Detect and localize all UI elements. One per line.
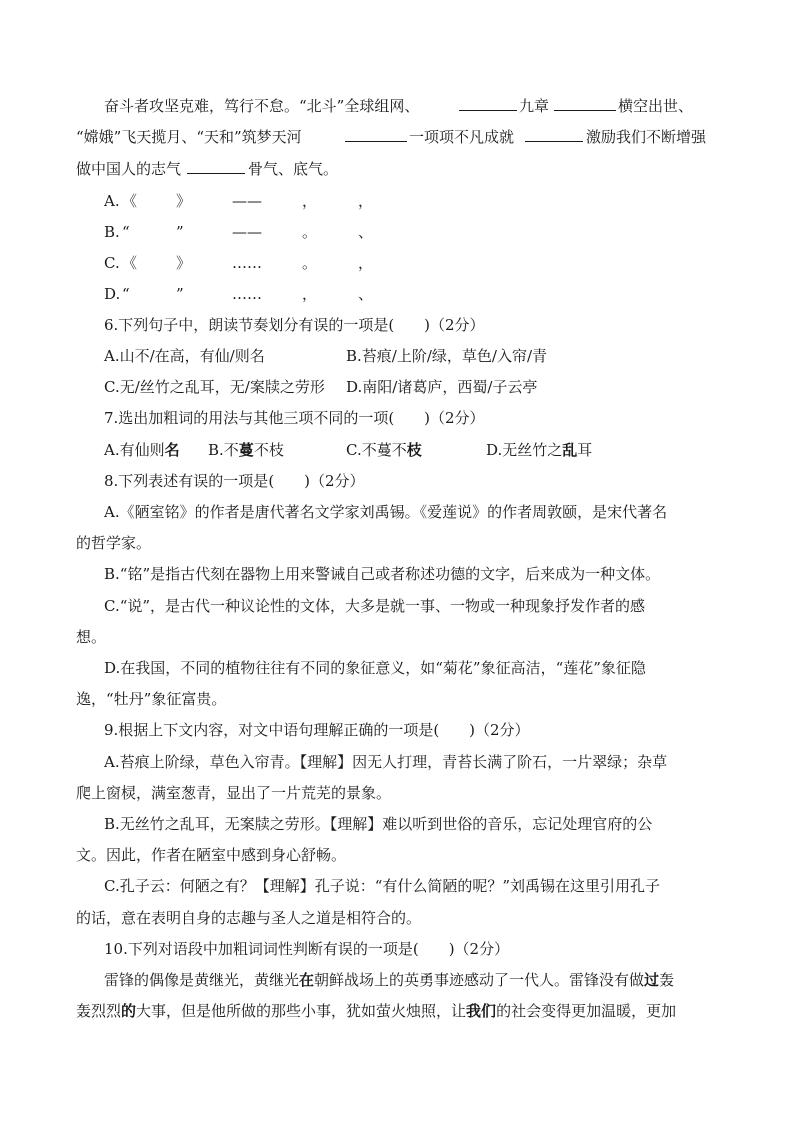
bold-word: 在 [299, 971, 315, 989]
punct-2: ” [176, 223, 184, 241]
question-text: 7.选出加粗词的用法与其他三项不同的一项( )（2分） [104, 409, 485, 427]
q7-options-row [0, 437, 794, 463]
option-letter: C. [104, 254, 120, 272]
question-text: 8.下列表述有误的一项是( )（2分） [104, 472, 365, 490]
fill-blank-2[interactable] [554, 93, 616, 111]
passage-text: “嫦娥”飞天揽月、“天和”筑梦天河 [76, 128, 302, 146]
q9-option-a-line-1[interactable] [0, 749, 794, 775]
q8-option-c-line-1[interactable] [0, 593, 794, 619]
option-text: B.不 [208, 441, 239, 459]
option-text: A.《陋室铭》的作者是唐代著名文学家刘禹锡。《爱莲说》的作者周敦颐，是宋代著名 [104, 503, 668, 521]
q8-option-d-line-1[interactable] [0, 655, 794, 681]
passage-line-1 [0, 93, 794, 119]
option-text: C.不蔓不 [346, 441, 407, 459]
q7-option-c[interactable] [346, 437, 422, 463]
option-text: D.在我国，不同的植物往往有不同的象征意义，如“菊花”象征高洁，“莲花”象征隐 [104, 659, 646, 677]
passage-text: 激励我们不断增强 [586, 128, 707, 146]
q7-option-a[interactable] [104, 437, 180, 463]
punct-5: 、 [358, 285, 374, 303]
fill-blank-1[interactable] [459, 93, 517, 111]
option-text: 想。 [76, 628, 107, 646]
q10-stem [0, 936, 794, 962]
q5-option-c[interactable] [0, 250, 794, 276]
bold-word: 过 [644, 971, 660, 989]
option-letter: D. [104, 285, 121, 303]
q6-option-d[interactable]: D.南阳/诸葛庐，西蜀/子云亭 [346, 378, 538, 396]
punct-3: —— [232, 223, 262, 241]
passage-text: 九章 [519, 97, 550, 115]
passage-text: 奋斗者攻坚克难，笃行不怠。“北斗”全球组网、 [104, 97, 420, 115]
option-text: A.有仙则 [104, 441, 165, 459]
q10-passage-line-1 [0, 967, 794, 993]
option-text: 爬上窗棂，满室葱青，显出了一片荒芜的景象。 [76, 784, 392, 802]
q8-stem [0, 468, 794, 494]
q5-option-d[interactable] [0, 281, 794, 307]
question-text: 9.根据上下文内容，对文中语句理解正确的一项是( )（2分） [104, 721, 530, 739]
passage-text: 骨气、底气。 [248, 160, 339, 178]
text-run: 轰烈烈 [76, 1002, 122, 1020]
option-text: 不枝 [253, 441, 284, 459]
passage-text: 横空出世、 [618, 97, 694, 115]
q6-options-row-1 [0, 343, 794, 369]
punct-2: ” [176, 285, 184, 303]
option-letter: A. [104, 192, 120, 210]
passage-line-2 [0, 124, 794, 150]
bold-word: 枝 [406, 441, 422, 459]
punct-2: 》 [176, 254, 192, 272]
option-text: C.孔子云：何陋之有？【理解】孔子说：“有什么简陋的呢？”刘禹锡在这里引用孔子 [104, 877, 661, 895]
bold-word: 的 [121, 1002, 137, 1020]
q10-passage-text [104, 967, 674, 993]
punct-1: 《 [122, 254, 138, 272]
option-text: 耳 [577, 441, 593, 459]
punct-3: —— [232, 192, 262, 210]
q9-stem [0, 717, 794, 743]
punct-4: 。 [302, 223, 318, 241]
option-text: B.无丝竹之乱耳，无案牍之劳形。【理解】难以听到世俗的音乐，忘记处理官府的公 [104, 815, 653, 833]
q9-option-b-line-1[interactable] [0, 811, 794, 837]
q6-option-b[interactable]: B.苔痕/上阶/绿，草色/入帘/青 [346, 347, 548, 365]
punct-3: …… [232, 254, 262, 272]
q9-option-c-line-2 [0, 905, 794, 931]
punct-4: ， [302, 192, 318, 210]
bold-word: 名 [164, 441, 180, 459]
bold-word: 蔓 [238, 441, 254, 459]
punct-4: 。 [302, 254, 318, 272]
q10-passage-text [76, 998, 676, 1024]
punct-1: 《 [122, 192, 138, 210]
text-run: 朝鲜战场上的英勇事迹感动了一代人。雷锋没有做 [314, 971, 645, 989]
punct-5: ， [358, 254, 374, 272]
option-text: 的话，意在表明自身的志趣与圣人之道是相符合的。 [76, 909, 422, 927]
q8-option-a-line-2 [0, 530, 794, 556]
q6-options-row-2 [0, 374, 794, 400]
option-text: B.“铭”是指古代刻在器物上用来警诫自己或者称述功德的文字，后来成为一种文体。 [104, 565, 661, 583]
option-text: D.无丝竹之 [486, 441, 563, 459]
text-run: 轰 [659, 971, 675, 989]
q6-option-a[interactable]: A.山不/在高，有仙/则名 [104, 347, 265, 365]
punct-4: ， [302, 285, 318, 303]
q9-option-b-line-2 [0, 842, 794, 868]
passage-text: 做中国人的志气 [76, 160, 182, 178]
bold-word: 我们 [466, 1002, 497, 1020]
option-text: A.苔痕上阶绿，草色入帘青。【理解】因无人打理，青苔长满了阶石，一片翠绿；杂草 [104, 753, 668, 771]
option-text: 文。因此，作者在陋室中感到身心舒畅。 [76, 846, 347, 864]
fill-blank-5[interactable] [187, 156, 245, 174]
text-run: 的社会变得更加温暖，更加 [496, 1002, 677, 1020]
q6-option-c[interactable]: C.无/丝竹之乱耳，无/案牍之劳形 [104, 378, 325, 396]
punct-2: 》 [176, 192, 192, 210]
option-text: 逸，“牡丹”象征富贵。 [76, 690, 227, 708]
text-run: 雷锋的偶像是黄继光，黄继光 [104, 971, 300, 989]
q8-option-c-line-2 [0, 624, 794, 650]
option-text: C.“说”，是古代一种议论性的文体，大多是就一事、一物或一种现象抒发作者的感 [104, 597, 646, 615]
question-text: 10.下列对语段中加粗词词性判断有误的一项是( )（2分） [104, 940, 510, 958]
q9-option-a-line-2 [0, 780, 794, 806]
fill-blank-3[interactable] [345, 124, 407, 142]
q5-option-b[interactable] [0, 219, 794, 245]
q8-option-a-line-1[interactable] [0, 499, 794, 525]
q8-option-d-line-2 [0, 686, 794, 712]
option-letter: B. [104, 223, 120, 241]
option-text: 的哲学家。 [76, 534, 152, 552]
q8-option-b[interactable] [0, 561, 794, 587]
q7-stem [0, 405, 794, 431]
q7-option-b[interactable] [208, 437, 284, 463]
passage-text: 一项项不凡成就 [409, 128, 515, 146]
punct-1: “ [122, 285, 130, 303]
passage-line-3 [0, 156, 794, 182]
question-text: 6.下列句子中，朗读节奏划分有误的一项是( )（2分） [104, 316, 485, 334]
q6-stem [0, 312, 794, 338]
punct-5: 、 [358, 223, 374, 241]
bold-word: 乱 [562, 441, 578, 459]
q5-option-a[interactable] [0, 188, 794, 214]
text-run: 大事，但是他所做的那些小事，犹如萤火烛照，让 [136, 1002, 467, 1020]
punct-1: “ [122, 223, 130, 241]
q7-option-d[interactable] [486, 437, 592, 463]
punct-3: …… [232, 285, 262, 303]
punct-5: ， [358, 192, 374, 210]
q9-option-c-line-1[interactable] [0, 873, 794, 899]
q10-passage-line-2 [0, 998, 794, 1024]
fill-blank-4[interactable] [525, 124, 583, 142]
